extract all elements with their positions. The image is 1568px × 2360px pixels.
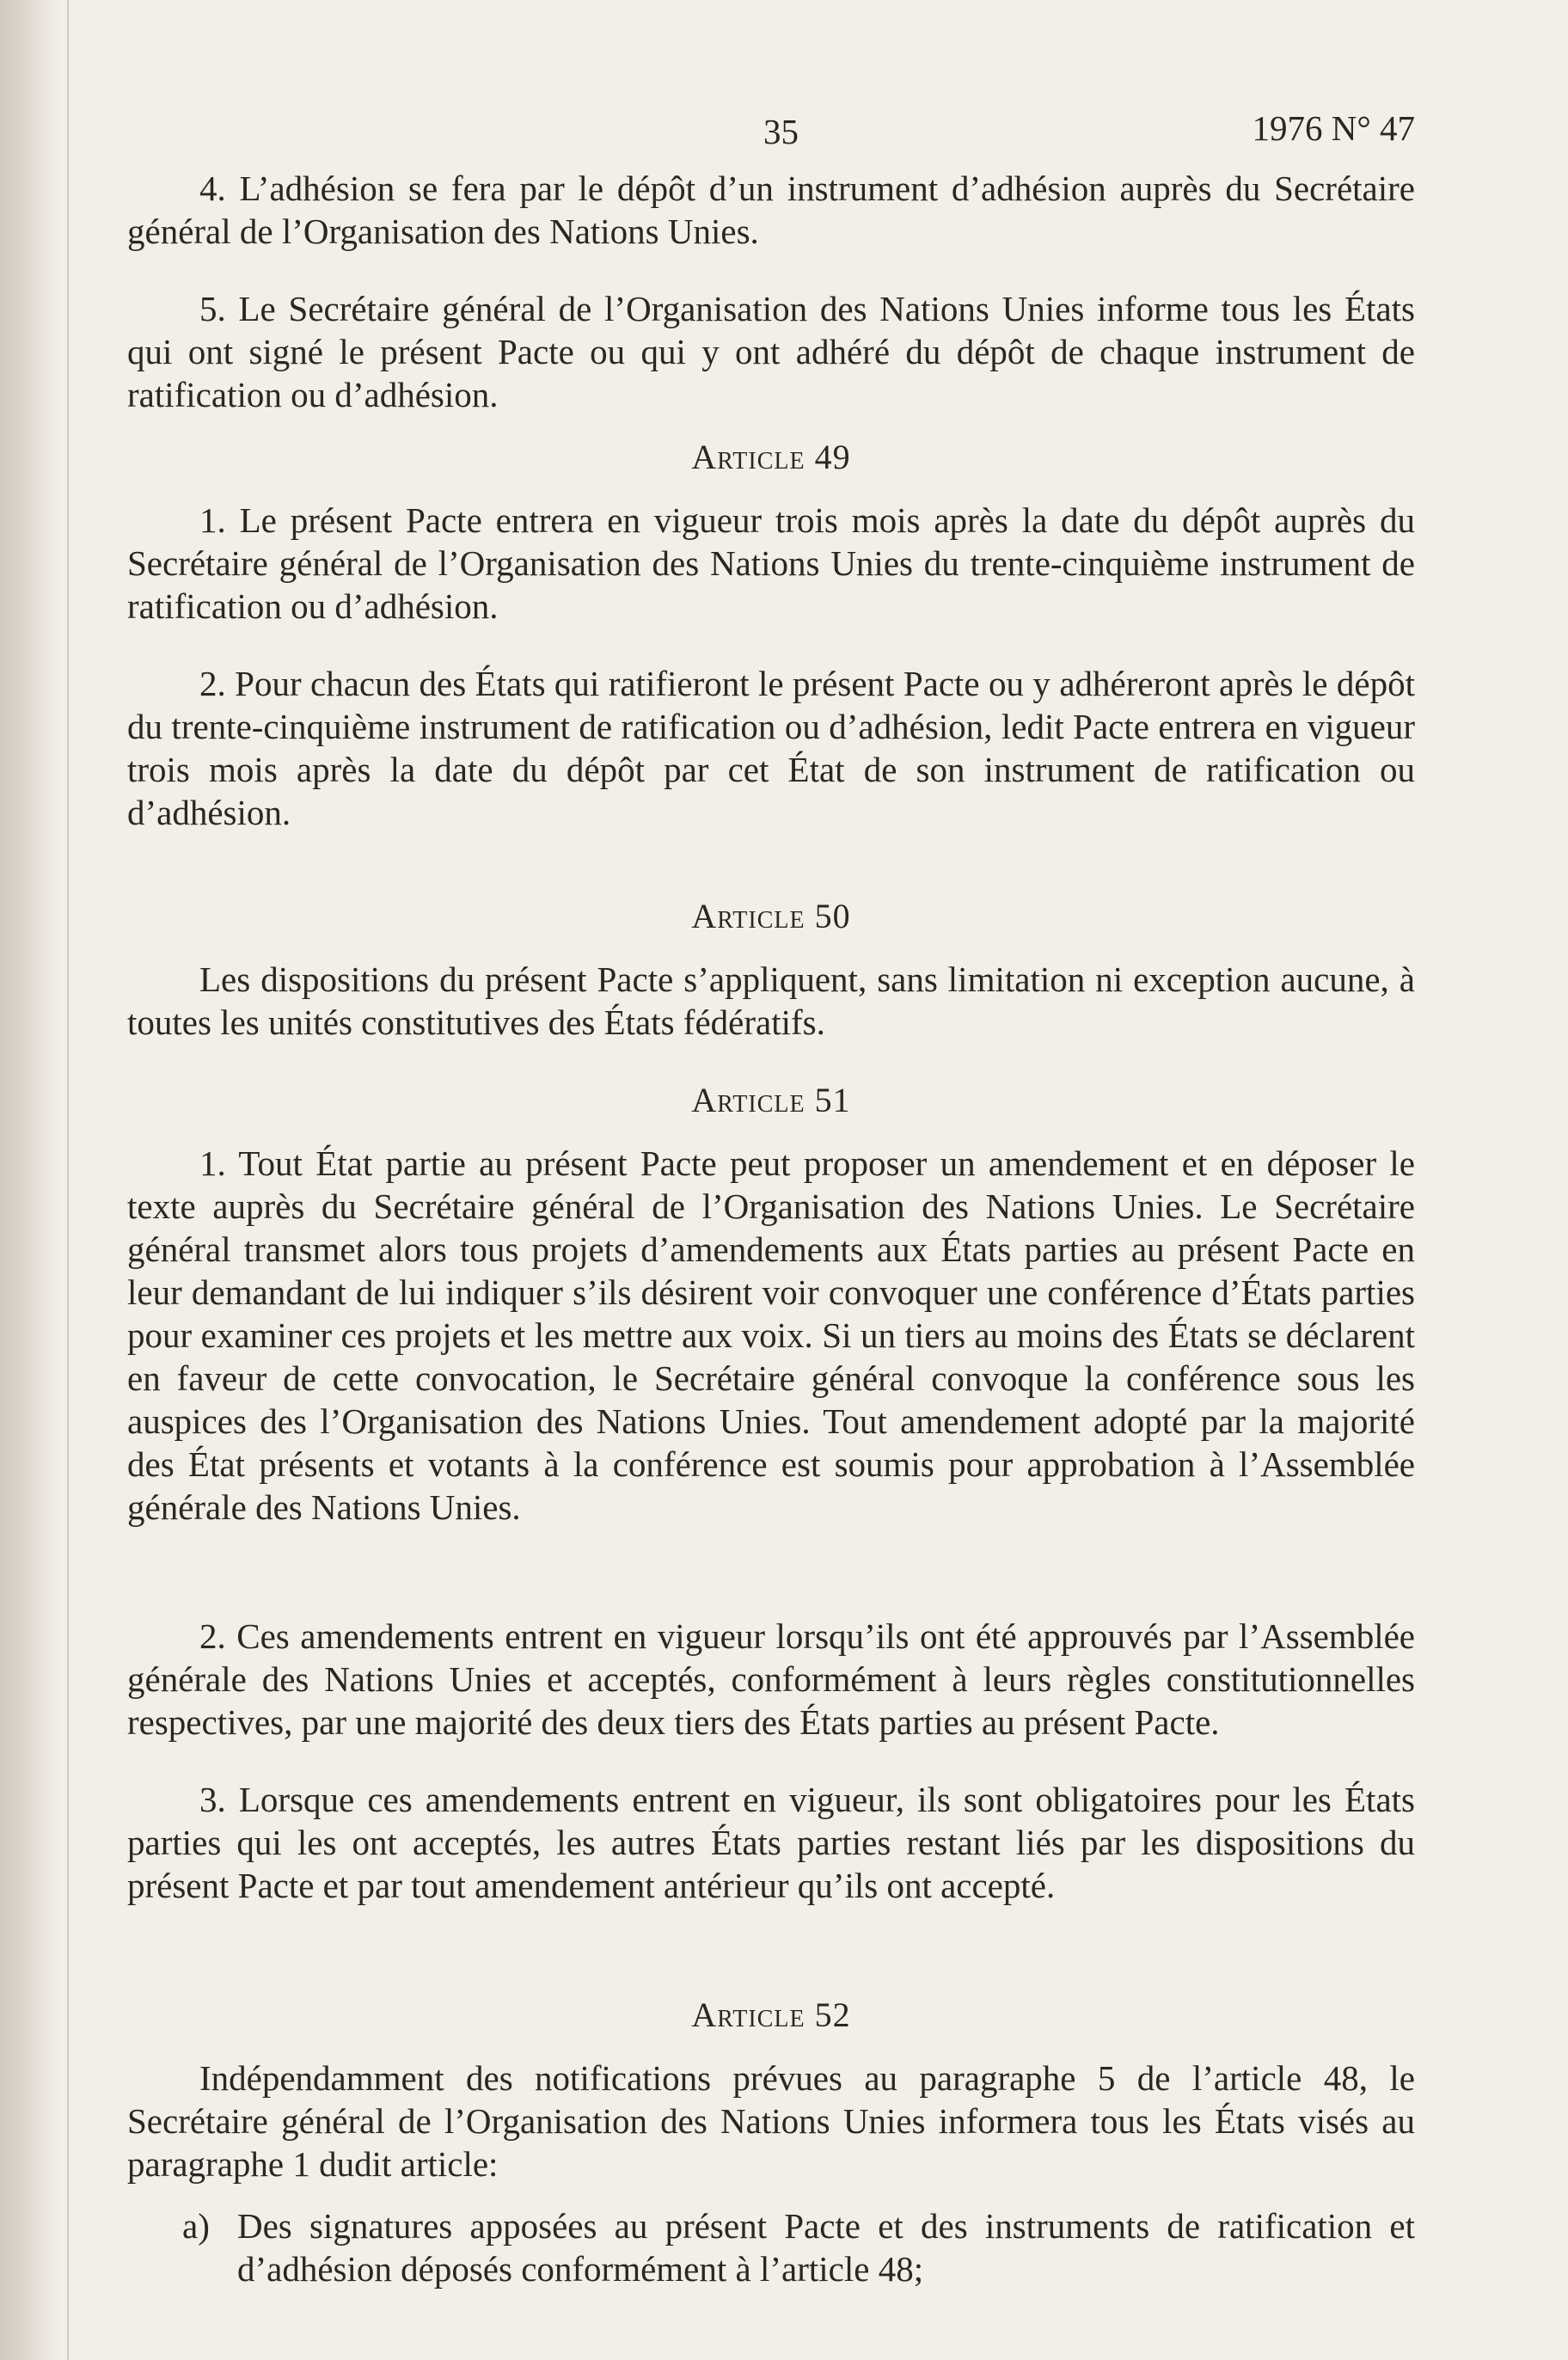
article50-paragraph-1: Les dispositions du présent Pacte s’appliquent, sans limitation ni exception aucune, à toutes les unités constitutives des États fédératifs. — [127, 959, 1415, 1042]
article49-heading: Article 49 — [691, 438, 851, 476]
article51-paragraph-2: 2. Ces amendements entrent en vigueur lorsqu’ils ont été approuvés par l’Assemblée générale des Nations Unies et acceptés, conformément à leurs règles constitutionnelles respectives, par une majorité des deux tiers des États parties au présent Pacte. — [127, 1616, 1415, 1742]
article49-paragraph-1: 1. Le présent Pacte entrera en vigueur trois mois après la date du dépôt auprès du Secrétaire général de l’Organisation des Nations Unies du trente-cinquième instrument de ratification ou d’adhésion. — [127, 500, 1415, 626]
article52-item-a — [182, 2204, 1415, 2290]
article52-intro: Indépendamment des notifications prévues au paragraphe 5 de l’article 48, le Secrétaire général de l’Organisation des Nations Unies informera tous les États visés au paragraphe 1 dudit article: — [127, 2058, 1415, 2184]
article51-paragraph-1: 1. Tout État partie au présent Pacte peut proposer un amendement et en déposer le texte auprès du Secrétaire général de l’Organisation des Nations Unies. Le Secrétaire général transmet alors tous projets d’amendements aux États parties au présent Pacte en leur demandant de lui indiquer s’ils désirent voir convoquer une conférence d’États parties pour examiner ces projets et les mettre aux voix. Si un tiers au moins des États se déclarent en faveur de cette convocation, le Secrétaire général convoque la conférence sous les auspices des l’Organisation des Nations Unies. Tout amendement adopté par la majorité des État présents et votants à la conférence est soumis pour approbation à l’Assemblée générale des Nations Unies. — [127, 1143, 1415, 1527]
series-reference: 1976 N° 47 — [1252, 108, 1415, 148]
book-binding-edge — [67, 0, 69, 2360]
book-gutter-shadow — [0, 0, 60, 2360]
item-a-text: Des signatures apposées au présent Pacte et des instruments de ratification et d’adhésion déposés conformément à l’article 48; — [237, 2206, 1415, 2289]
article50-heading: Article 50 — [691, 897, 851, 935]
item-a-label: a) — [182, 2206, 210, 2246]
article48-paragraph-5: 5. Le Secrétaire général de l’Organisation des Nations Unies informe tous les États qui ont signé le présent Pacte ou qui y ont adhéré du dépôt de chaque instrument de ratification ou d’adhésion. — [127, 289, 1415, 414]
page-header — [127, 95, 1415, 167]
article51-paragraph-3: 3. Lorsque ces amendements entrent en vigueur, ils sont obligatoires pour les États parties qui les ont acceptés, les autres États parties restant liés par les dispositions du présent Pacte et par tout amendement antérieur qu’ils ont accepté. — [127, 1780, 1415, 1905]
document-page — [127, 95, 1415, 2290]
page-number: 35 — [763, 112, 799, 151]
article51-heading: Article 51 — [691, 1081, 851, 1119]
article52-heading: Article 52 — [691, 1995, 851, 2034]
article49-paragraph-2: 2. Pour chacun des États qui ratifieront le présent Pacte ou y adhéreront après le dépôt du trente-cinquième instrument de ratification ou d’adhésion, ledit Pacte entrera en vigueur trois mois après la date du dépôt par cet État de son instrument de ratification ou d’adhésion. — [127, 664, 1415, 832]
article48-paragraph-4: 4. L’adhésion se fera par le dépôt d’un instrument d’adhésion auprès du Secrétaire général de l’Organisation des Nations Unies. — [127, 169, 1415, 251]
